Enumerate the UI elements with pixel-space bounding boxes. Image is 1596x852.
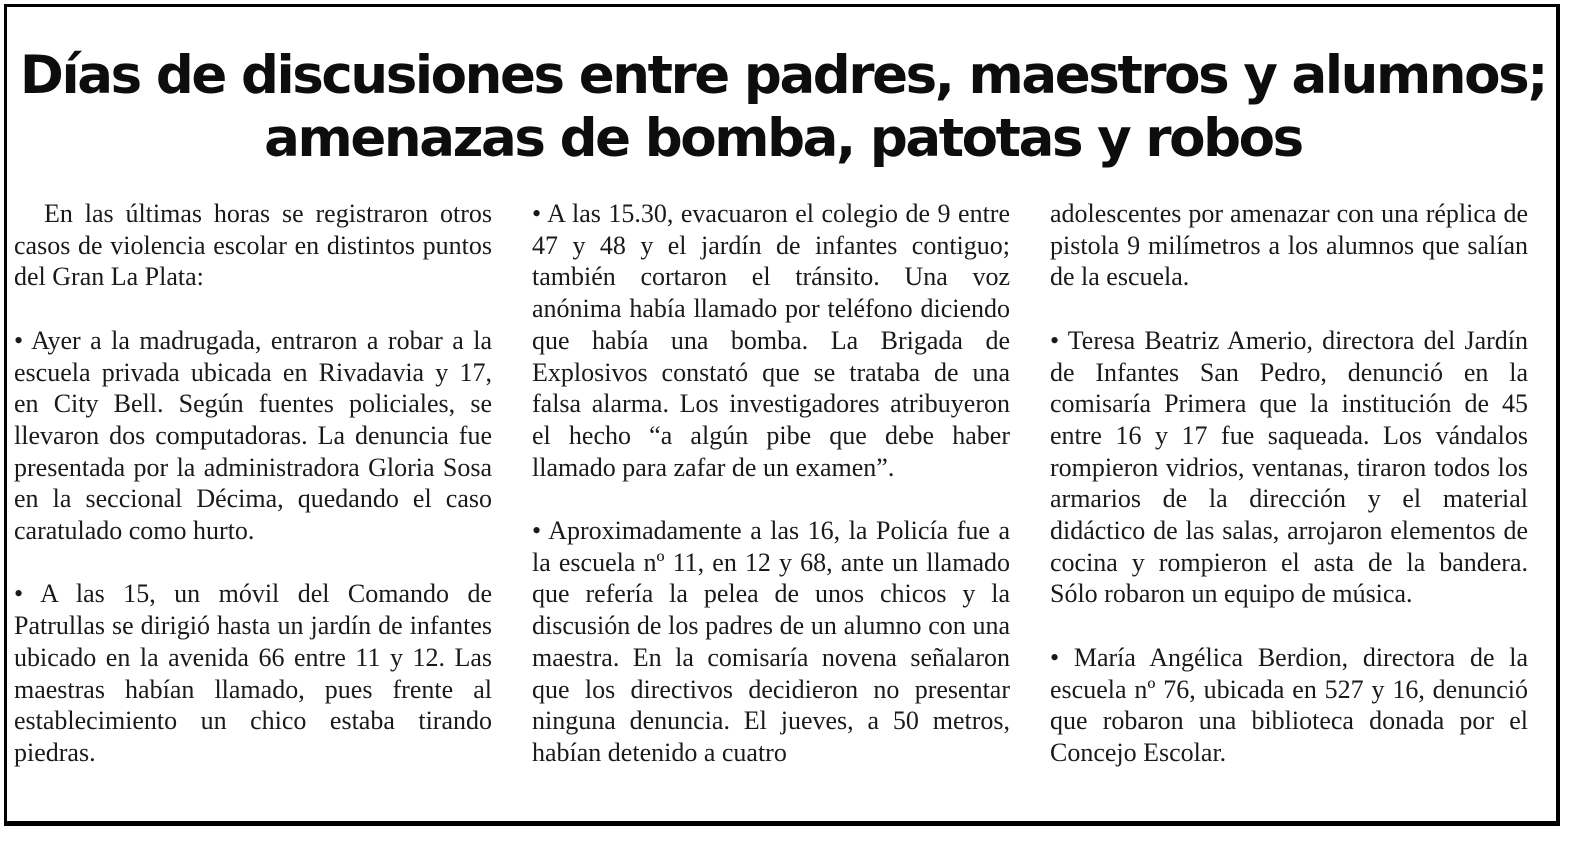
- paragraph-san-pedro-looting: • Teresa Beatriz Amerio, directora del Jardín de Infantes San Pedro, denunció en la comisaría Primera que la institución de 45 entre 16 y 17 fue saqueada. Los vándalos rompieron vidrios, ventanas, tiraron todos los armarios de la dirección y el material didáctico de las salas, arrojaron elementos de cocina y rompieron el asta de la bandera. Sólo robaron un equipo de música.: [1050, 325, 1528, 609]
- paragraph-city-bell-robbery: • Ayer a la madrugada, entraron a robar a la escuela privada ubicada en Rivadavia y 17, en City Bell. Según fuentes policiales, se llevaron dos computadoras. La denuncia fue presentada por la administradora Gloria Sosa en la seccional Décima, quedando el caso caratulado como hurto.: [14, 325, 492, 546]
- paragraph-library-theft: • María Angélica Berdion, directora de la escuela nº 76, ubicada en 527 y 16, denunció que robaron una biblioteca donada por el Concejo Escolar.: [1050, 642, 1528, 767]
- headline: [0, 44, 1566, 170]
- article-column-2: [532, 198, 1010, 769]
- headline-line-1: Días de discusiones entre padres, maestros y alumnos;: [19, 45, 1547, 106]
- intro-paragraph: En las últimas horas se registraron otros casos de violencia escolar en distintos puntos del Gran La Plata:: [14, 199, 492, 292]
- paragraph-bomb-threat: • A las 15.30, evacuaron el colegio de 9 entre 47 y 48 y el jardín de infantes contiguo; también cortaron el tránsito. Una voz anónima había llamado por teléfono diciendo que había una bomba. La Brigada de Explosivos constató que se trataba de una falsa alarma. Los investigadores atribuyeron el hecho “a algún pibe que debe haber llamado para zafar de un examen”.: [532, 199, 1010, 482]
- paragraph-school-11-fight: • Aproximadamente a las 16, la Policía fue a la escuela nº 11, en 12 y 68, ante un llamado que refería la pelea de unos chicos y la discusión de los padres de un alumno con una maestra. En la comisaría novena señalaron que los directivos decidieron no presentar ninguna denuncia. El jueves, a 50 metros, habían detenido a cuatro: [532, 516, 1010, 767]
- article-column-3: [1050, 198, 1528, 769]
- paragraph-continuation: adolescentes por amenazar con una réplica de pistola 9 milímetros a los alumnos que salían de la escuela.: [1050, 199, 1528, 292]
- headline-line-2: amenazas de bomba, patotas y robos: [264, 108, 1302, 169]
- paragraph-kindergarten-stones: • A las 15, un móvil del Comando de Patrullas se dirigió hasta un jardín de infantes ubicado en la avenida 66 entre 11 y 12. Las maestras habían llamado, pues frente al establecimiento un chico estaba tirando piedras.: [14, 579, 492, 767]
- article-column-1: [14, 198, 492, 769]
